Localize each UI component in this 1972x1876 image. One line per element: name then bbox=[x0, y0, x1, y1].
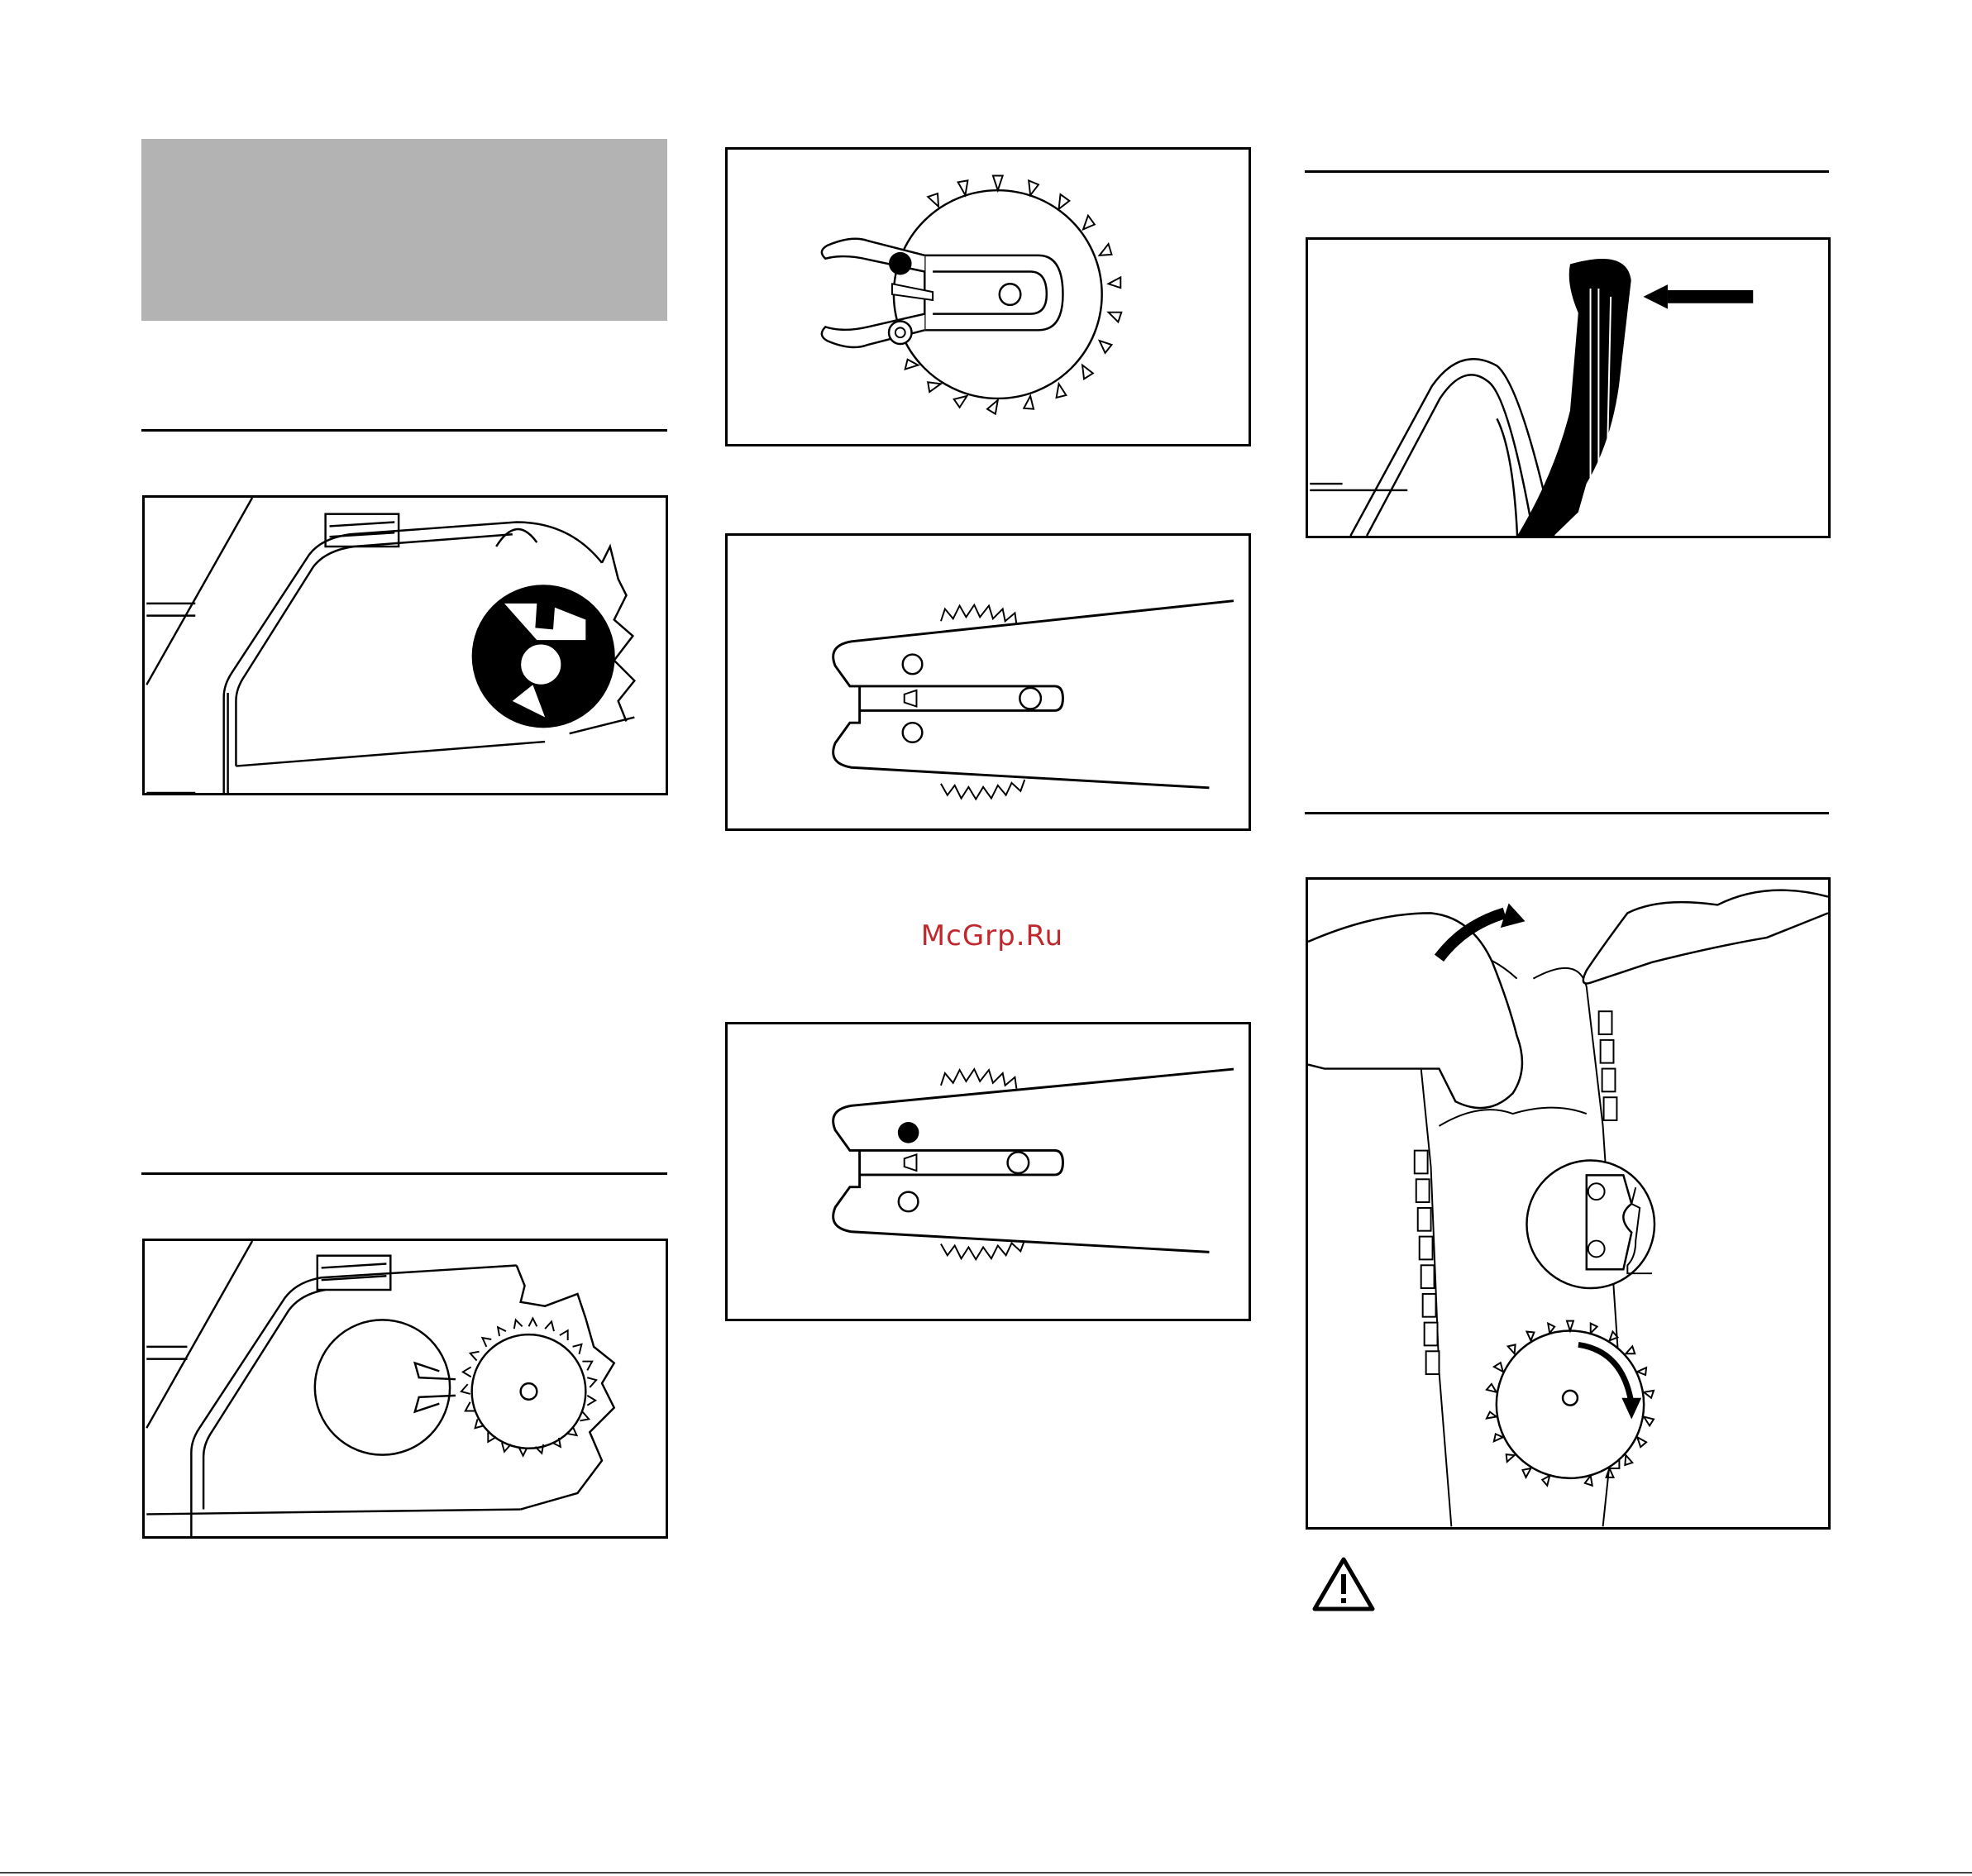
tensioner-sprocket-illustration bbox=[145, 1241, 666, 1536]
figure-sprocket-cover-nut bbox=[142, 495, 668, 795]
figure-guide-bar-pin bbox=[725, 1022, 1251, 1321]
section-rule-3 bbox=[1305, 170, 1829, 173]
figure-chain-rotation bbox=[1306, 877, 1831, 1530]
section-header-block bbox=[141, 139, 667, 321]
tensioner-pin-illustration bbox=[728, 150, 1249, 444]
figure-tensioner-pin bbox=[725, 147, 1251, 446]
sprocket-cover-illustration bbox=[145, 498, 666, 793]
section-rule-2 bbox=[141, 1172, 667, 1175]
watermark: McGrp.Ru bbox=[920, 919, 1064, 952]
chain-brake-illustration bbox=[1308, 240, 1828, 536]
figure-guide-bar-holes bbox=[725, 533, 1251, 831]
warning-triangle-icon bbox=[1311, 1554, 1377, 1614]
guide-bar-pin-illustration bbox=[728, 1024, 1249, 1319]
chain-rotation-illustration bbox=[1308, 880, 1828, 1527]
arrow-icon bbox=[1643, 284, 1668, 309]
figure-chain-brake-lever bbox=[1306, 237, 1831, 538]
page-bottom-line bbox=[0, 1872, 1972, 1874]
figure-tensioner-sprocket bbox=[142, 1239, 668, 1539]
section-rule-4 bbox=[1305, 812, 1829, 814]
section-rule-1 bbox=[141, 429, 667, 432]
guide-bar-illustration bbox=[728, 536, 1249, 828]
